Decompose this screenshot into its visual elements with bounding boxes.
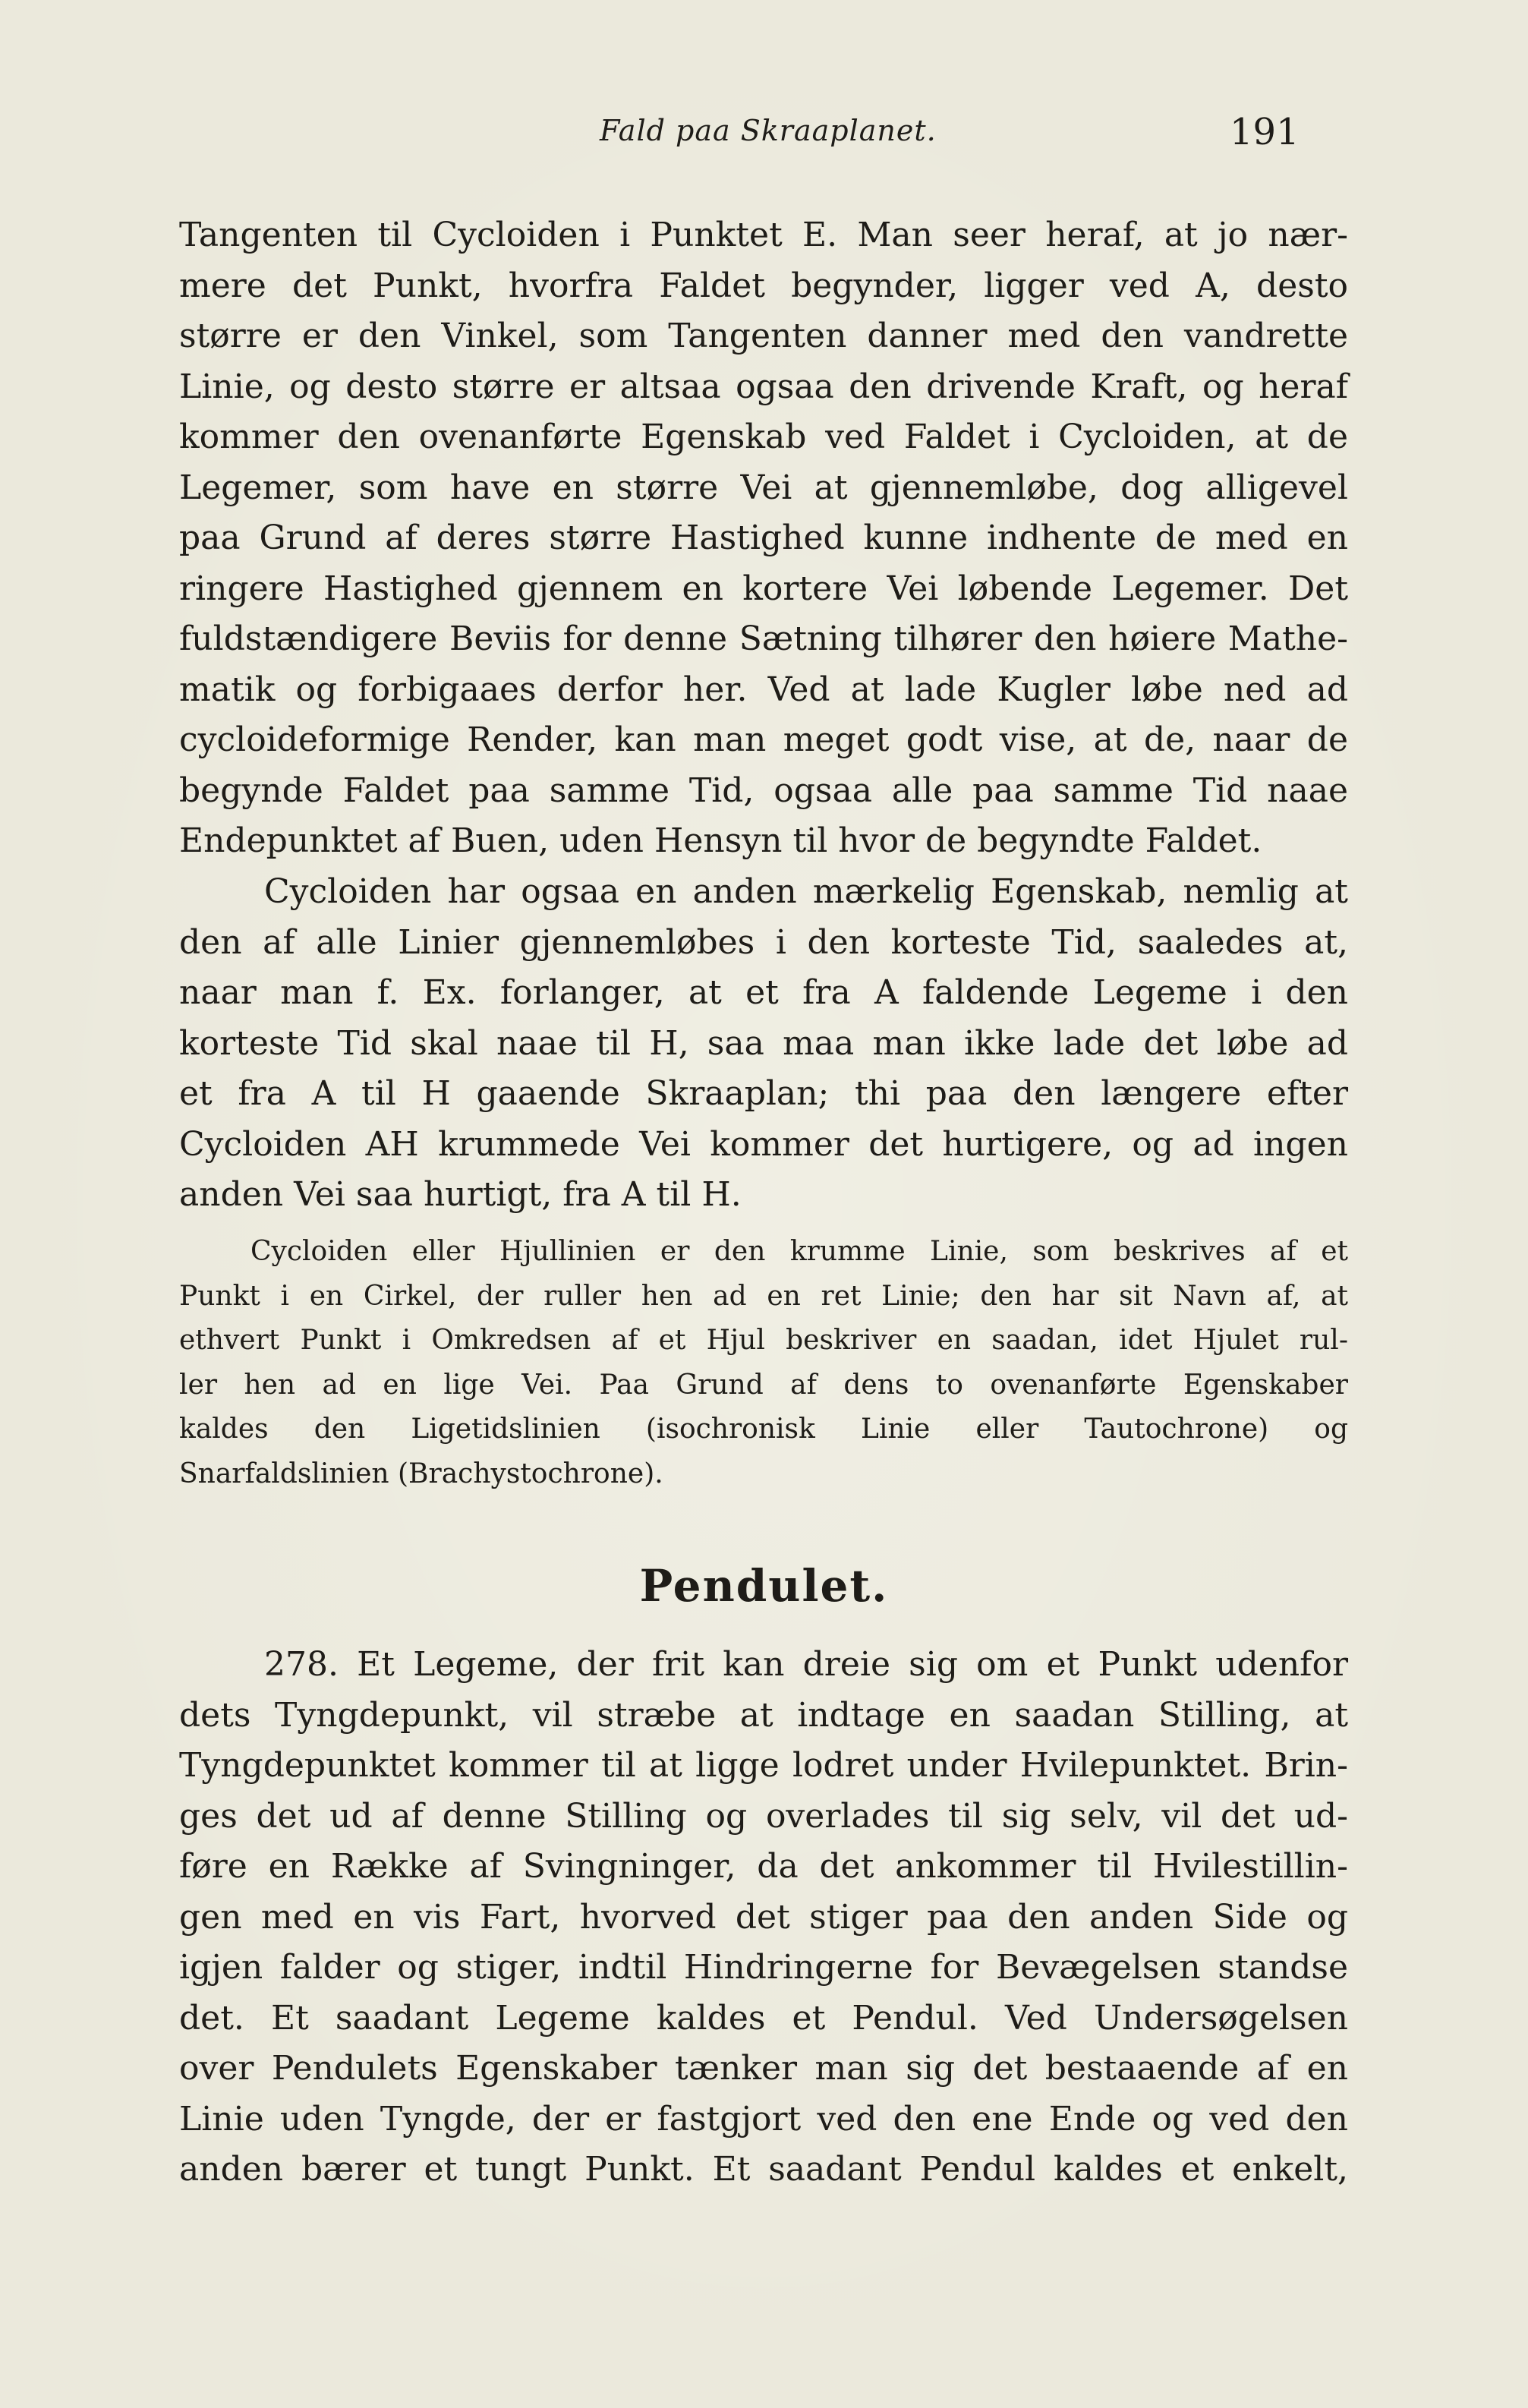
text-line: naar man f. Ex. forlanger, at et fra A faldende Legeme i den [179, 973, 1348, 1012]
text-line: Tangenten til Cycloiden i Punktet E. Man seer heraf, at jo nær- [179, 216, 1348, 254]
text-line: begynde Faldet paa samme Tid, ogsaa alle paa samme Tid naae [179, 771, 1348, 810]
text-line: cycloideformige Render, kan man meget godt vise, at de, naar de [179, 720, 1348, 759]
text-line: føre en Række af Svingninger, da det ankommer til Hvilestillin- [179, 1847, 1348, 1886]
footnote [179, 1230, 1348, 1496]
text-line: fuldstændigere Beviis for denne Sætning tilhører den høiere Mathe- [179, 619, 1348, 658]
text-line: det. Et saadant Legeme kaldes et Pendul. Ved Undersøgelsen [179, 1998, 1348, 2038]
text-line: matik og forbigaaes derfor her. Ved at lade Kugler løbe ned ad [179, 670, 1348, 709]
text-line: Cycloiden har ogsaa en anden mærkelig Egenskab, nemlig at [264, 872, 1348, 911]
text-line: Linie uden Tyngde, der er fastgjort ved den ene Ende og ved den [179, 2099, 1348, 2139]
text-line: Cycloiden AH krummede Vei kommer det hurtigere, og ad ingen [179, 1124, 1348, 1164]
footnote-line: ethvert Punkt i Omkredsen af et Hjul beskriver en saadan, idet Hjulet rul- [179, 1325, 1348, 1356]
text-line: igjen falder og stiger, indtil Hindringerne for Bevægelsen standse [179, 1948, 1348, 1987]
footnote-line: Snarfaldslinien (Brachystochrone). [179, 1458, 663, 1489]
paragraph-continuation [179, 210, 1348, 867]
text-line: ringere Hastighed gjennem en kortere Vei løbende Legemer. Det [179, 569, 1348, 608]
running-title: Fald paa Skraaplanet. [600, 114, 937, 147]
text-line: Legemer, som have en større Vei at gjennemløbe, dog alligevel [179, 468, 1348, 507]
footnote-line: Cycloiden eller Hjullinien er den krumme Linie, som beskrives af et [250, 1236, 1348, 1267]
text-line: større er den Vinkel, som Tangenten danner med den vandrette [179, 317, 1348, 355]
paragraph-pendulum [179, 1640, 1348, 2195]
text-line: anden bærer et tungt Punkt. Et saadant Pendul kaldes et enkelt, [179, 2150, 1348, 2189]
text-line: den af alle Linier gjennemløbes i den korteste Tid, saaledes at, [179, 922, 1348, 962]
paragraph-cycloid-property [179, 867, 1348, 1221]
text-line: Linie, og desto større er altsaa ogsaa den drivende Kraft, og heraf [179, 367, 1348, 406]
text-line: anden Vei saa hurtigt, fra A til H. [179, 1175, 742, 1214]
text-line: Tyngdepunktet kommer til at ligge lodret under Hvilepunktet. Brin- [179, 1746, 1348, 1785]
footnote-line: kaldes den Ligetidslinien (isochronisk Linie eller Tautochrone) og [179, 1414, 1348, 1445]
text-line: kommer den ovenanførte Egenskab ved Faldet i Cycloiden, at de [179, 418, 1348, 456]
text-line: et fra A til H gaaende Skraaplan; thi paa den længere efter [179, 1074, 1348, 1113]
text-line: over Pendulets Egenskaber tænker man sig det bestaaende af en [179, 2049, 1348, 2088]
text-line: korteste Tid skal naae til H, saa maa man ikke lade det løbe ad [179, 1023, 1348, 1063]
text-line: Endepunktet af Buen, uden Hensyn til hvor de begyndte Faldet. [179, 821, 1262, 860]
text-line: paa Grund af deres større Hastighed kunne indhente de med en [179, 518, 1348, 557]
text-line: mere det Punkt, hvorfra Faldet begynder, ligger ved A, desto [179, 266, 1348, 305]
page-number: 191 [1230, 111, 1300, 153]
section-title: Pendulet. [639, 1560, 889, 1612]
text-line: gen med en vis Fart, hvorved det stiger paa den anden Side og [179, 1897, 1348, 1937]
text-line: dets Tyngdepunkt, vil stræbe at indtage en saadan Stilling, at [179, 1695, 1348, 1735]
text-line: ges det ud af denne Stilling og overlades til sig selv, vil det ud- [179, 1796, 1348, 1836]
footnote-line: ler hen ad en lige Vei. Paa Grund af dens to ovenanførte Egenskaber [179, 1369, 1348, 1401]
footnote-line: Punkt i en Cirkel, der ruller hen ad en ret Linie; den har sit Navn af, at [179, 1280, 1348, 1312]
text-line: 278. Et Legeme, der frit kan dreie sig om et Punkt udenfor [264, 1645, 1348, 1684]
